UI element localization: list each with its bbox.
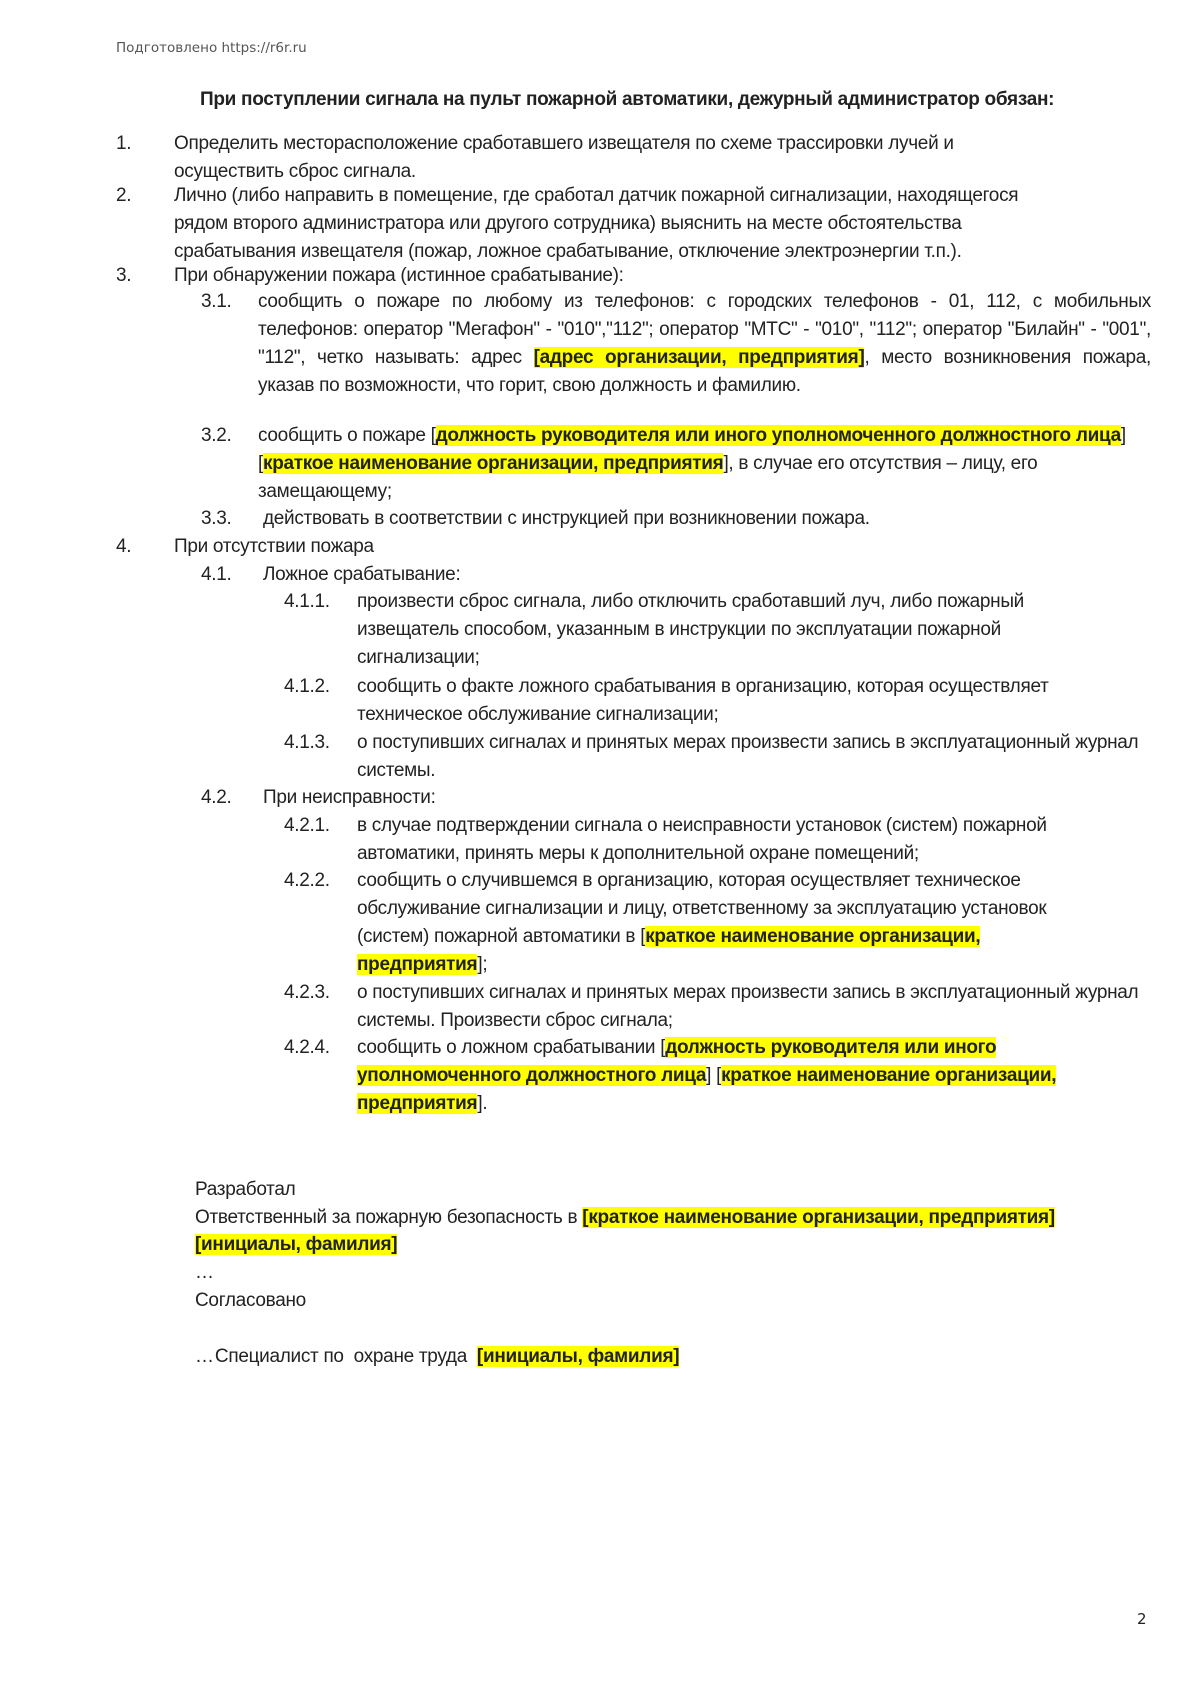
- item-number: 4.2.3.: [284, 982, 330, 1003]
- developed-line: [195, 1204, 1055, 1232]
- text-part: сообщить о пожаре по любому из телефонов: с городских телефонов - 01, 112, с мобильных телефонов: оператор "Мегафон" - "010","112"; оператор "МТС" - "010", "112"; оператор "Билайн" - "001", "112", четко называть: адрес: [258, 291, 1151, 368]
- placeholder-organization-name: краткое наименование организации, предприятия: [357, 1065, 1057, 1114]
- placeholder-organization-name: краткое наименование организации, предприятия: [262, 453, 724, 474]
- developed-name-line: [195, 1231, 397, 1259]
- item-number: 3.: [116, 265, 132, 286]
- ellipsis: …: [195, 1262, 214, 1283]
- item-number: 4.1.1.: [284, 591, 330, 612]
- item-text: действовать в соответствии с инструкцией при возникновении пожара.: [258, 508, 870, 529]
- agreed-line: [195, 1315, 679, 1399]
- text-part: ], в случае его отсутствия – лицу, его замещающему;: [258, 453, 1038, 502]
- item-number: 3.2.: [201, 425, 232, 446]
- item-text: о поступивших сигналах и принятых мерах произвести запись в эксплуатационный журнал системы.: [357, 732, 1139, 781]
- placeholder-organization-name: [краткое наименование организации, предприятия]: [582, 1207, 1055, 1228]
- developed-label: Разработал: [195, 1179, 296, 1200]
- agreed-role: Специалист по охране труда: [214, 1346, 477, 1367]
- placeholder-initials-surname: [инициалы, фамилия]: [195, 1234, 398, 1255]
- placeholder-organization-address: [адрес организации, предприятия]: [533, 347, 865, 368]
- item-text: о поступивших сигналах и принятых мерах произвести запись в эксплуатационный журнал системы. Произвести сброс сигнала;: [357, 982, 1139, 1031]
- item-number: 4.1.: [201, 564, 232, 585]
- page-number: 2: [1137, 1610, 1147, 1628]
- item-text: При неисправности:: [263, 787, 436, 808]
- item-text: При обнаружении пожара (истинное срабатывание):: [174, 265, 624, 286]
- item-text: При отсутствии пожара: [174, 536, 374, 557]
- item-text: Ложное срабатывание:: [263, 564, 461, 585]
- text-part: ] [: [706, 1065, 722, 1086]
- item-number: 4.2.4.: [284, 1037, 330, 1058]
- item-number: 4.2.1.: [284, 815, 330, 836]
- item-number: 3.1.: [201, 291, 232, 312]
- item-text: произвести сброс сигнала, либо отключить сработавший луч, либо пожарный извещатель способом, указанным в инструкции по эксплуатации пожарной сигнализации;: [357, 591, 1024, 668]
- placeholder-organization-name: краткое наименование организации, предприятия: [357, 926, 981, 975]
- text-part: ];: [477, 954, 488, 975]
- text-part: , место возникновения пожара, указав по возможности, что горит, свою должность и фамилию.: [258, 347, 1151, 396]
- item-number: 4.2.: [201, 787, 232, 808]
- header-note: Подготовлено https://r6r.ru: [116, 40, 307, 56]
- item-text: [357, 867, 1097, 979]
- text-part: ] [: [258, 425, 1126, 474]
- placeholder-initials-surname: [инициалы, фамилия]: [476, 1346, 680, 1367]
- item-number: 3.3.: [201, 508, 232, 529]
- placeholder-manager-position: должность руководителя или иного уполномоченного должностного лица: [435, 425, 1121, 446]
- item-number: 2.: [116, 185, 132, 206]
- item-text: [258, 422, 1151, 506]
- developed-role: Ответственный за пожарную безопасность в: [195, 1207, 583, 1228]
- item-number: 4.2.2.: [284, 870, 330, 891]
- item-text: сообщить о факте ложного срабатывания в организацию, которая осуществляет техническое обслуживание сигнализации;: [357, 676, 1049, 725]
- item-number: 4.1.3.: [284, 732, 330, 753]
- item-number: 4.1.2.: [284, 676, 330, 697]
- ellipsis: …: [195, 1346, 214, 1367]
- item-text: Лично (либо направить в помещение, где сработал датчик пожарной сигнализации, находящегося рядом второго администратора или другого сотрудника) выяснить на месте обстоятельства срабатывания извещателя (пожар, ложное срабатывание, отключение электроэнергии т.п.).: [174, 185, 1019, 262]
- agreed-label: Согласовано: [195, 1290, 306, 1311]
- text-part: ].: [477, 1093, 488, 1114]
- text-part: сообщить о ложном срабатывании [: [357, 1037, 666, 1058]
- item-text: в случае подтверждении сигнала о неисправности установок (систем) пожарной автоматики, принять меры к дополнительной охране помещений;: [357, 815, 1047, 864]
- item-number: 1.: [116, 133, 132, 154]
- item-text: Определить месторасположение сработавшего извещателя по схеме трассировки лучей и осуществить сброс сигнала.: [174, 133, 954, 182]
- text-part: сообщить о случившемся в организацию, которая осуществляет техническое обслуживание сигнализации и лицу, ответственному за эксплуатацию установок (систем) пожарной автоматики в [: [357, 870, 1047, 947]
- item-text: [258, 288, 1151, 400]
- item-number: 4.: [116, 536, 132, 557]
- placeholder-manager-position: должность руководителя или иного уполномоченного должностного лица: [357, 1037, 997, 1086]
- document-title: При поступлении сигнала на пульт пожарной автоматики, дежурный администратор обязан:: [200, 89, 1055, 110]
- item-text: [357, 1034, 1117, 1118]
- text-part: сообщить о пожаре [: [258, 425, 436, 446]
